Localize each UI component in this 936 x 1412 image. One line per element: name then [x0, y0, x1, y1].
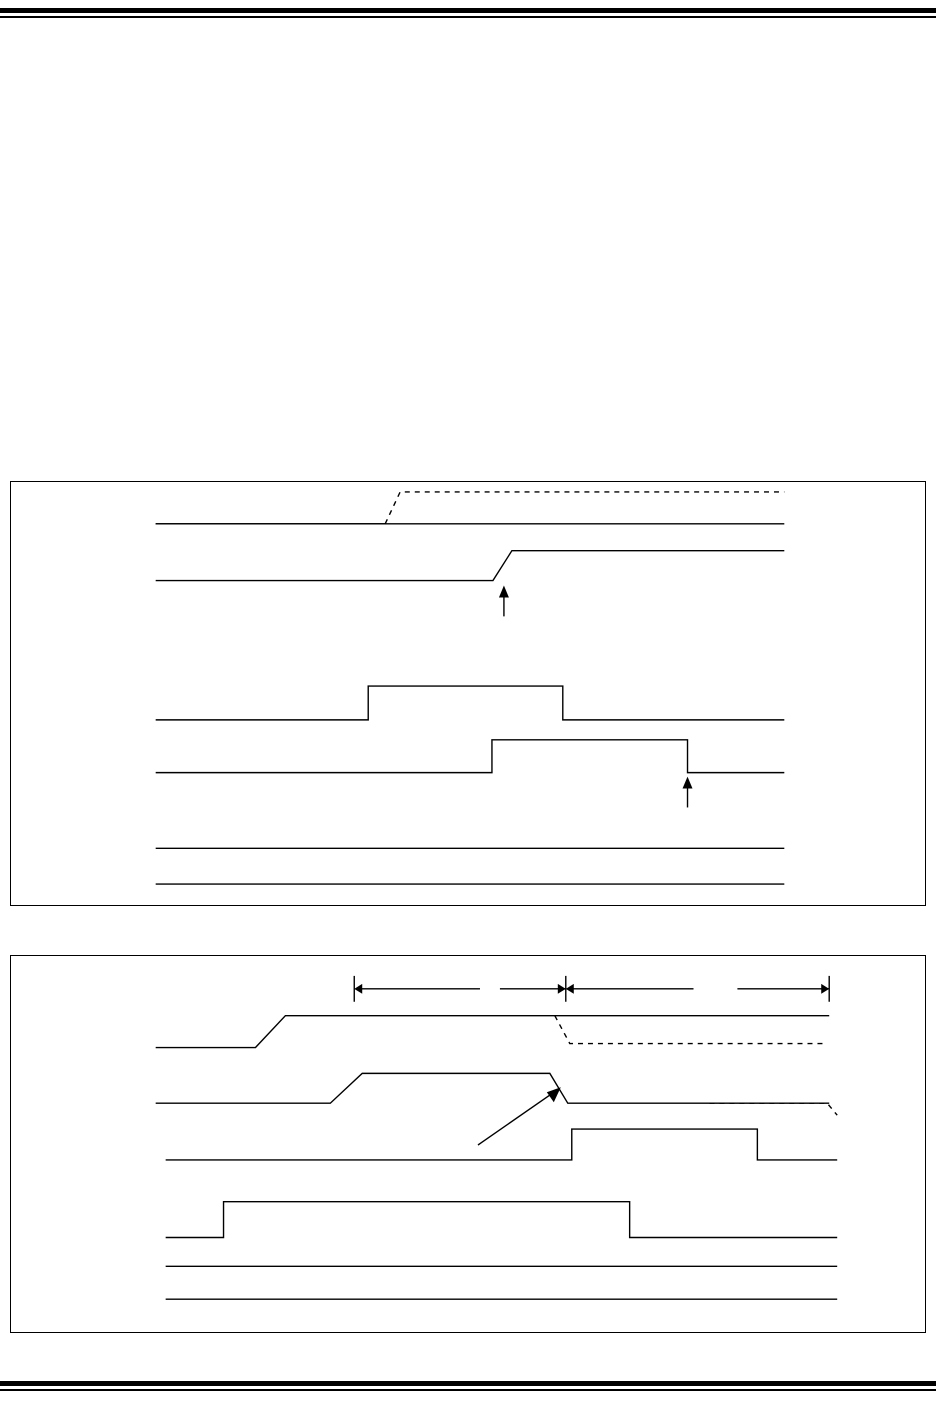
interval-3 [737, 976, 829, 1002]
signal-2-trapezoid [156, 1073, 830, 1103]
timing-diagram-lower [10, 955, 926, 1333]
timing-diagram-lower-svg [11, 956, 925, 1332]
arrow-up-marker-1 [499, 586, 509, 617]
interval-1 [354, 976, 480, 1002]
signal-3-pulse-high [156, 686, 785, 720]
signal-1-dashed-rise [385, 492, 784, 524]
signal-2-slow-rise [156, 551, 785, 581]
signal-2-dashed-tail [709, 1103, 837, 1115]
signal-1-dashed-tail [555, 1016, 827, 1044]
interval-2 [500, 976, 694, 1002]
signal-4-pulse-wide [166, 1202, 838, 1238]
top-border-thin [0, 16, 936, 18]
signal-1-rise [156, 1016, 830, 1048]
signal-4-pulse-high [156, 740, 785, 773]
top-border-thick [0, 8, 936, 13]
timing-diagram-upper [10, 481, 926, 906]
callout-arrow-diagonal [478, 1087, 561, 1145]
bottom-border-thin [0, 1389, 936, 1391]
arrow-up-marker-2 [683, 777, 693, 808]
timing-diagram-upper-svg [11, 482, 925, 905]
signal-3-pulse-high [166, 1129, 838, 1160]
bottom-border-thick [0, 1381, 936, 1386]
